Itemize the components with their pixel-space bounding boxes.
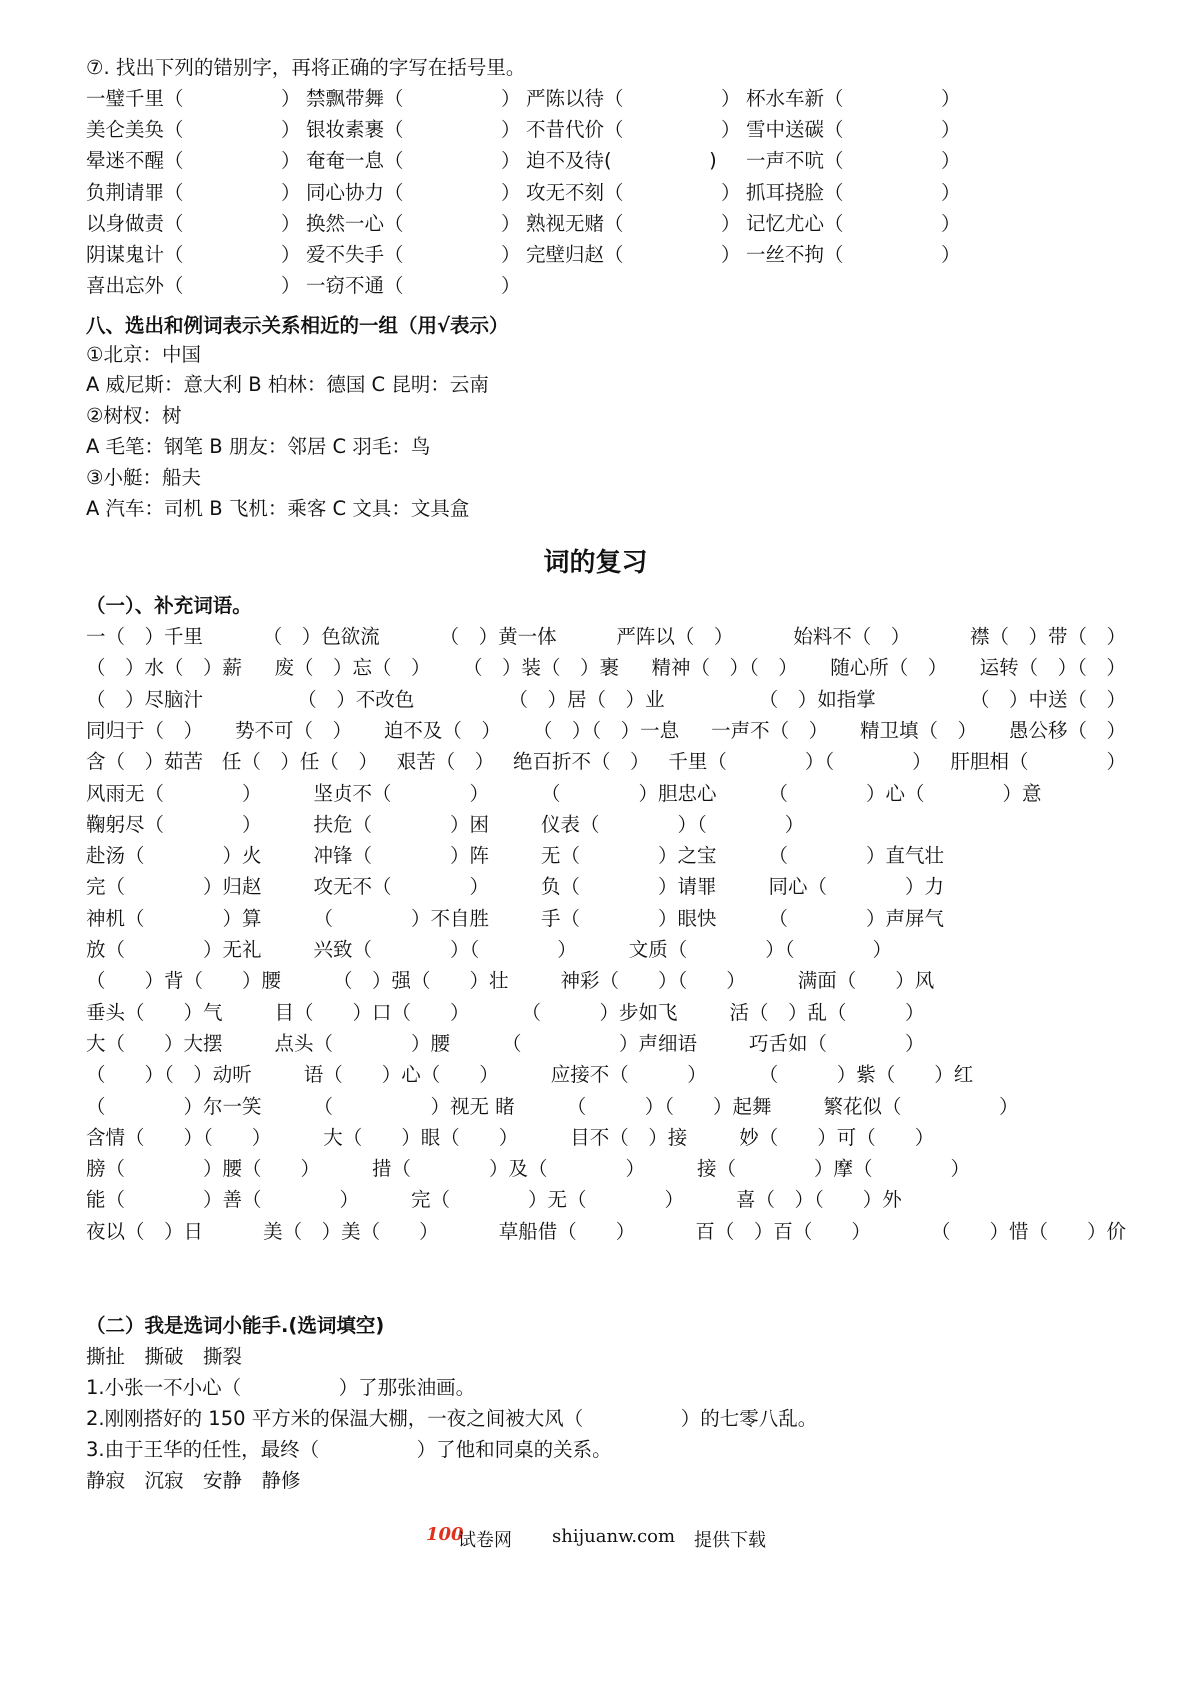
typo-item: 一丝不拘（ ）	[746, 243, 961, 266]
fill-in-row	[86, 997, 1126, 1029]
fill-in-item: （ ）视无 睹	[313, 1094, 515, 1118]
fill-in-item: 夜以（ ）日	[86, 1219, 204, 1243]
typo-item: 美仑美奂（ ）	[86, 118, 301, 142]
fill-in-item: 坚贞不（ ）	[313, 781, 490, 805]
review-title: 词的复习	[543, 548, 648, 578]
typo-row	[86, 239, 1126, 271]
fill-in-row	[86, 652, 1126, 684]
section8-title: 八、选出和例词表示关系相近的一组（用√表示）	[86, 314, 509, 337]
fill-in-row	[86, 1184, 1126, 1216]
fill-in-item: 完（ ）归赵	[86, 875, 262, 899]
footer	[0, 1524, 1191, 1554]
typo-item: 换然一心（ ）	[306, 211, 521, 235]
fill-in-item: 喜（ ）（ ）外	[736, 1188, 902, 1212]
typo-row	[86, 177, 1126, 209]
fill-in-item: 草船借（ ）	[498, 1219, 636, 1243]
fill-in-item: 点头（ ）腰	[274, 1031, 451, 1055]
sentence: 3.由于王华的任性，最终（ ）了他和同桌的关系。	[86, 1438, 612, 1461]
section7-title: ⑦. 找出下列的错别字，再将正确的字写在括号里。	[86, 56, 526, 79]
fill-in-row	[86, 621, 1126, 653]
typo-item: 爱不失手（ ）	[306, 243, 521, 266]
fill-in-item: 手（ ）眼快	[541, 906, 717, 930]
fill-in-item: 赴汤（ ）火	[86, 844, 262, 868]
typo-item: 晕迷不醒（ ）	[86, 149, 301, 173]
fill-in-item: 含情（ ）（ ）	[86, 1125, 272, 1149]
fill-in-item: 精神（ ）（ ）	[651, 656, 798, 680]
fill-in-item: 繁花似（ ）	[823, 1094, 1019, 1118]
fill-in-item: 势不可（ ）	[234, 718, 352, 742]
typo-item: 记忆尤心（ ）	[746, 211, 961, 235]
fill-in-item: 接（ ）摩（ ）	[697, 1157, 971, 1181]
fill-in-item: 兴致（ ）（ ）	[313, 938, 577, 961]
fill-in-item: 放（ ）无礼	[86, 938, 262, 961]
fill-in-item: 愚公移（ ）	[1008, 718, 1126, 742]
typo-item: 负荆请罪（ ）	[86, 180, 301, 204]
fill-in-item: 巧舌如（ ）	[749, 1031, 925, 1055]
fill-in-item: （ ）心（ ）意	[768, 781, 1042, 805]
fill-in-item: 精卫填（ ）	[860, 718, 978, 742]
fill-in-item: （ ）（ ）起舞	[566, 1094, 772, 1118]
fill-in-item: 冲锋（ ）阵	[313, 844, 490, 868]
fill-in-item: 能（ ）善（ ）	[86, 1188, 360, 1212]
word-choices-2: 静寂 沉寂 安静 静修	[86, 1469, 301, 1492]
fill-in-item: 绝百折不（ ）	[513, 750, 650, 774]
fill-in-item: 任（ ）任（ ）	[221, 750, 378, 774]
fill-in-item: 应接不（ ）	[550, 1063, 707, 1087]
section8-line: A 毛笔：钢笔 B 朋友：邻居 C 羽毛：鸟	[86, 435, 431, 458]
fill-in-item: （ ）水（ ）薪	[86, 656, 243, 680]
fill-in-item: 措（ ）及（ ）	[372, 1157, 646, 1181]
fill-in-item: 随心所（ ）	[830, 656, 948, 680]
typo-item: 一璧千里（ ）	[86, 87, 301, 110]
section8-line: ①北京：中国	[86, 343, 201, 366]
typo-item: 攻无不刻（ ）	[526, 180, 741, 204]
fill-in-item: （ ）中送（ ）	[969, 687, 1126, 711]
typo-item: 一声不吭（ ）	[746, 149, 961, 173]
typo-row	[86, 114, 1126, 146]
fill-in-item: （ ）胆忠心	[541, 781, 717, 805]
typo-item: 不昔代价（ ）	[526, 118, 741, 142]
fill-in-item: （ ）装（ ）裹	[462, 656, 619, 680]
section8-line: ③小艇：船夫	[86, 466, 201, 489]
fill-in-item: 妙（ ）可（ ）	[739, 1125, 935, 1149]
typo-item: 银妆素裹（ ）	[306, 118, 521, 142]
typo-item: 喜出忘外（ ）	[86, 274, 301, 298]
fill-in-item: 美（ ）美（ ）	[263, 1219, 439, 1243]
download-note: 提供下载	[694, 1530, 766, 1551]
fill-in-item: （ ）不自胜	[313, 906, 490, 930]
fill-in-row	[86, 934, 1126, 966]
fill-in-row	[86, 1153, 1126, 1185]
fill-in-item: （ ）尔一笑	[86, 1094, 262, 1118]
fill-in-item: 大（ ）大摆	[86, 1031, 223, 1055]
typo-item: 奄奄一息（ ）	[306, 149, 521, 173]
section8-line: A 汽车：司机 B 飞机：乘客 C 文具：文具盒	[86, 497, 470, 520]
typo-item: 禁飘带舞（ ）	[306, 87, 521, 110]
fill-in-item: （ ）居（ ）业	[508, 687, 665, 711]
fill-in-item: 大（ ）眼（ ）	[323, 1125, 519, 1149]
fill-in-item: 无（ ）之宝	[541, 844, 717, 868]
fill-in-row	[86, 871, 1126, 903]
sentence: 1.小张一不小心（ ）了那张油画。	[86, 1376, 476, 1399]
fill-in-row	[86, 1059, 1126, 1091]
fill-in-item: 废（ ）忘（ ）	[274, 656, 431, 680]
fill-in-item: 攻无不（ ）	[313, 875, 490, 899]
fill-in-item: 语（ ）心（ ）	[303, 1063, 499, 1087]
fill-in-item: 一声不（ ）	[711, 718, 829, 742]
fill-in-item: 含（ ）茹苦	[86, 750, 204, 774]
fill-in-item: 同心（ ）力	[768, 875, 945, 899]
fill-in-row	[86, 840, 1126, 872]
fill-in-item: 神彩（ ）（ ）	[560, 969, 746, 993]
fill-in-item: 迫不及（ ）	[383, 718, 501, 742]
fill-in-row	[86, 965, 1126, 997]
fill-in-item: （ ）黄一体	[439, 625, 557, 648]
site-logo: 100	[426, 1524, 464, 1545]
typo-item: 迫不及待( )	[526, 149, 717, 173]
fill-in-item: 襟（ ）带（ ）	[969, 625, 1126, 648]
fill-in-item: 完（ ）无（ ）	[411, 1188, 685, 1212]
fill-in-item: 鞠躬尽（ ）	[86, 812, 262, 836]
fill-in-item: 肝胆相（ ）	[950, 750, 1126, 774]
fill-in-item: 运转（ ）（ ）	[979, 656, 1126, 680]
typo-item: 以身做责（ ）	[86, 211, 301, 235]
fill-in-item: （ ）背（ ）腰	[86, 969, 282, 993]
typo-row	[86, 83, 1126, 115]
fill-in-item: 一（ ）千里	[86, 625, 204, 648]
sentence: 2.刚刚搭好的 150 平方米的保温大棚，一夜之间被大风（ ）的七零八乱。	[86, 1407, 818, 1430]
fill-in-row	[86, 1028, 1126, 1060]
fill-in-row	[86, 715, 1126, 747]
fill-in-item: （ ）尽脑汁	[86, 687, 204, 711]
fill-in-item: （ ）（ ）一息	[532, 718, 680, 742]
fill-in-item: 膀（ ）腰（ ）	[86, 1157, 321, 1181]
site-url[interactable]: shijuanw.com	[552, 1526, 676, 1547]
fill-in-item: 始料不（ ）	[793, 625, 911, 648]
fill-in-row	[86, 684, 1126, 716]
fill-in-item: 扶危（ ）困	[313, 812, 490, 836]
fill-in-item: 神机（ ）算	[86, 906, 262, 930]
fill-in-item: 负（ ）请罪	[541, 875, 717, 899]
fill-in-row	[86, 1122, 1126, 1154]
fill-in-row	[86, 809, 1126, 841]
fill-in-item: 严阵以（ ）	[616, 625, 734, 648]
fill-in-item: （ ）如指掌	[758, 687, 876, 711]
fill-in-item: 艰苦（ ）	[396, 750, 495, 774]
fill-in-item: （ ）（ ）动听	[86, 1063, 252, 1087]
fill-in-item: （ ）不改色	[297, 687, 415, 711]
fill-in-item: 垂头（ ）气	[86, 1000, 223, 1024]
fill-in-item: （ ）强（ ）壮	[333, 969, 509, 993]
fill-in-item: 风雨无（ ）	[86, 781, 262, 805]
fill-in-item: （ ）步如飞	[521, 1000, 678, 1024]
fill-in-item: （ ）紫（ ）红	[758, 1063, 974, 1087]
fill-in-item: 千里（ ）（ ）	[668, 750, 932, 774]
section8-line: A 威尼斯：意大利 B 柏林：德国 C 昆明：云南	[86, 373, 489, 396]
typo-item: 抓耳挠脸（ ）	[746, 180, 961, 204]
fill-in-item: 仪表（ ）（ ）	[541, 812, 805, 836]
typo-item: 雪中送碳（ ）	[746, 118, 961, 142]
typo-item: 阴谋鬼计（ ）	[86, 243, 301, 266]
typo-item: 严陈以待（ ）	[526, 87, 741, 110]
fill-in-item: （ ）惜（ ）价	[930, 1219, 1126, 1243]
typo-item: 熟视无赌（ ）	[526, 211, 741, 235]
fill-in-item: 同归于（ ）	[86, 718, 204, 742]
fill-in-row	[86, 1216, 1126, 1248]
word-choices-1: 撕扯 撕破 撕裂	[86, 1345, 243, 1368]
fill-in-item: （ ）直气壮	[768, 844, 945, 868]
fill-in-item: 满面（ ）风	[797, 969, 935, 993]
fill-in-item: （ ）声屏气	[768, 906, 945, 930]
fill-in-row	[86, 746, 1126, 778]
fill-in-item: 百（ ）百（ ）	[695, 1219, 871, 1243]
typo-item: 完壁归赵（ ）	[526, 243, 741, 266]
fill-in-item: 目不（ ）接	[570, 1125, 688, 1149]
fill-in-item: 目（ ）口（ ）	[274, 1000, 470, 1024]
fill-in-row	[86, 1091, 1126, 1123]
site-brand: 试卷网	[458, 1530, 512, 1551]
typo-row	[86, 145, 1126, 177]
typo-row	[86, 270, 1126, 302]
typo-item: 杯水车新（ ）	[746, 87, 961, 110]
fill-in-row	[86, 903, 1126, 935]
fill-in-item: 文质（ ）（ ）	[628, 938, 893, 961]
part2-title: （二）我是选词小能手.(选词填空)	[86, 1314, 385, 1337]
section8-line: ②树杈：树	[86, 404, 182, 427]
typo-item: 一窃不通（ ）	[306, 274, 521, 298]
fill-in-item: （ ）声细语	[502, 1031, 698, 1055]
fill-in-item: （ ）色欲流	[262, 625, 380, 648]
typo-item: 同心协力（ ）	[306, 180, 521, 204]
typo-row	[86, 208, 1126, 240]
fill-in-row	[86, 778, 1126, 810]
part1-title: （一）、补充词语。	[86, 594, 252, 617]
fill-in-item: 活（ ）乱（ ）	[729, 1000, 925, 1024]
